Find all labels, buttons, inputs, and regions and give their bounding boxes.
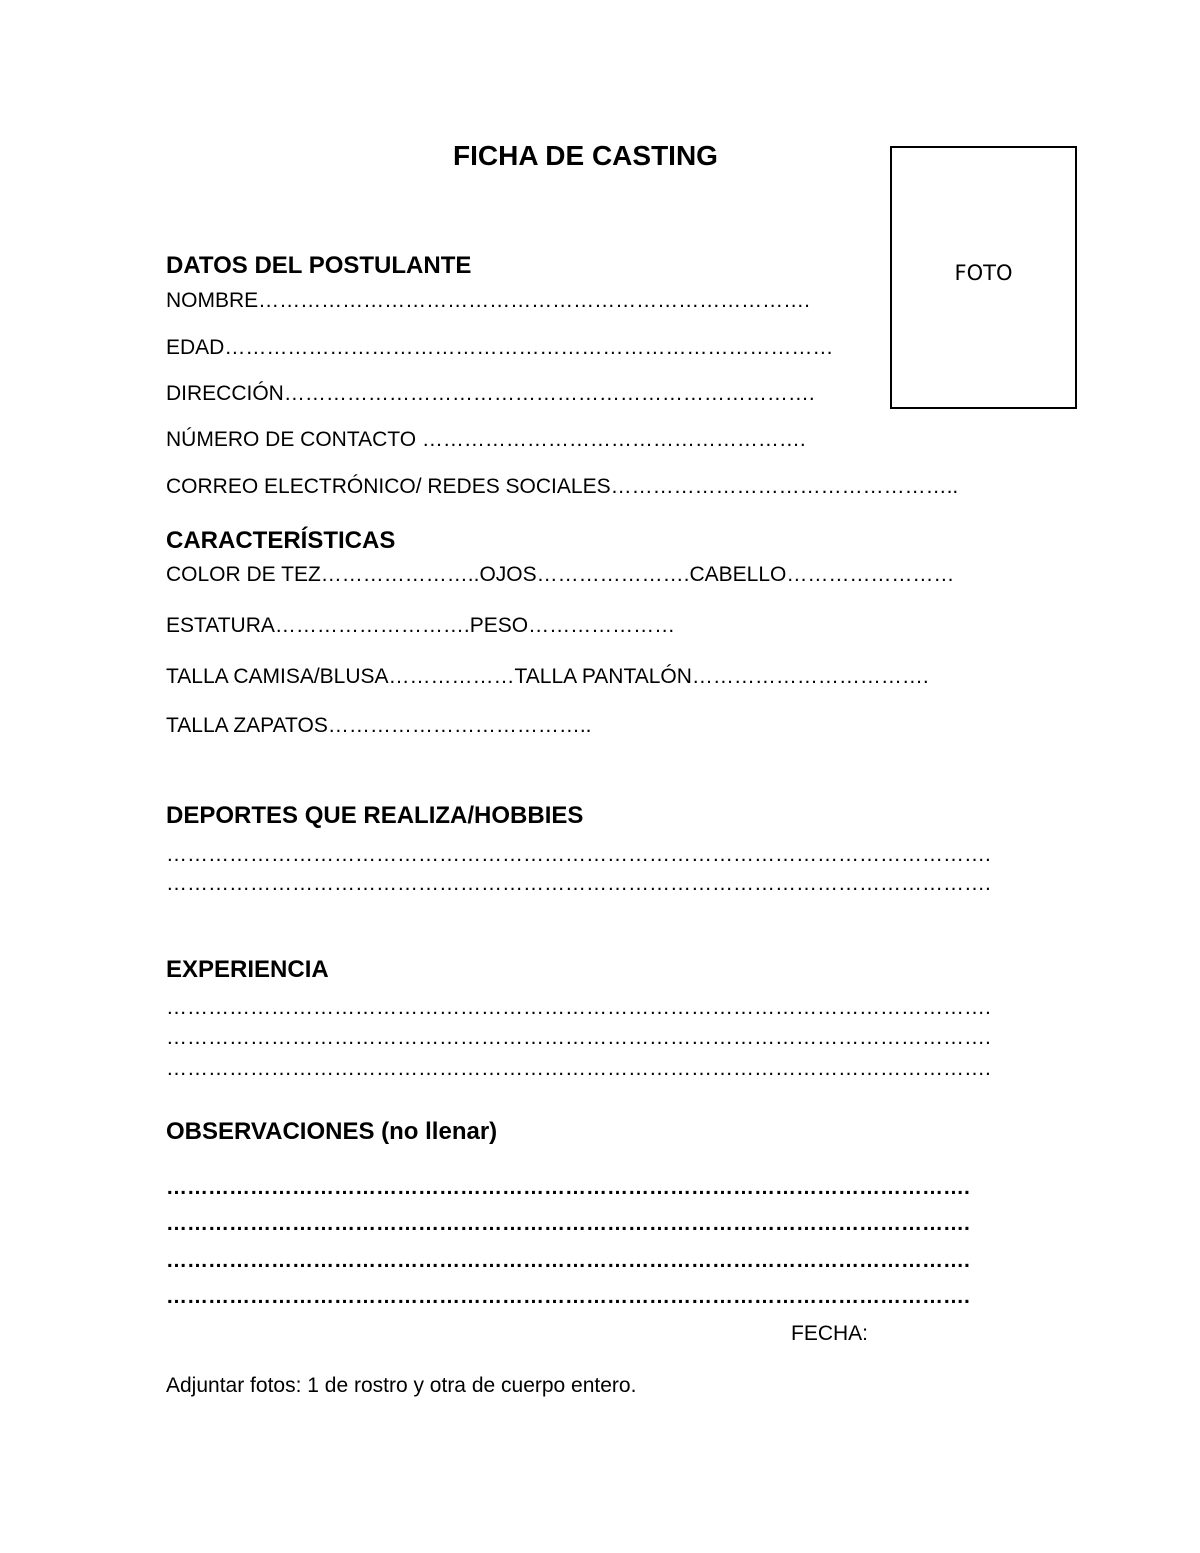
field-edad[interactable]: EDAD…………………………………………………………………………… xyxy=(166,336,834,359)
observations-line: ……………………………………………………………………………………………………. xyxy=(166,1176,970,1199)
experience-line[interactable]: ………………………………………………………………………………………………………. xyxy=(166,1026,991,1049)
photo-label: FOTO xyxy=(954,261,1013,285)
experience-line[interactable]: ………………………………………………………………………………………………………. xyxy=(166,996,991,1019)
field-numero-contacto[interactable]: NÚMERO DE CONTACTO ………………………………………………. xyxy=(166,428,806,451)
experience-line[interactable]: ………………………………………………………………………………………………………. xyxy=(166,1057,991,1080)
field-nombre[interactable]: NOMBRE……………………………………………………………………. xyxy=(166,289,811,312)
field-tallas-ropa[interactable]: TALLA CAMISA/BLUSA………………TALLA PANTALÓN……………………………. xyxy=(166,665,929,688)
section-heading-sports: DEPORTES QUE REALIZA/HOBBIES xyxy=(166,802,584,829)
field-tez-ojos-cabello[interactable]: COLOR DE TEZ…………………..OJOS………………….CABELLO…………………… xyxy=(166,563,955,586)
section-heading-experience: EXPERIENCIA xyxy=(166,956,329,983)
observations-line: ……………………………………………………………………………………………………. xyxy=(166,1212,970,1235)
section-heading-characteristics: CARACTERÍSTICAS xyxy=(166,527,396,554)
sports-line[interactable]: ………………………………………………………………………………………………………. xyxy=(166,843,991,866)
section-heading-observations: OBSERVACIONES (no llenar) xyxy=(166,1118,498,1145)
section-heading-applicant: DATOS DEL POSTULANTE xyxy=(166,252,472,279)
footer-note: Adjuntar fotos: 1 de rostro y otra de cuerpo entero. xyxy=(166,1374,637,1397)
field-direccion[interactable]: DIRECCIÓN…………………………………………………………………. xyxy=(166,382,815,405)
field-estatura-peso[interactable]: ESTATURA……………………….PESO………………… xyxy=(166,614,676,637)
fecha-label: FECHA: xyxy=(791,1322,869,1345)
field-correo-redes[interactable]: CORREO ELECTRÓNICO/ REDES SOCIALES………………………………………….. xyxy=(166,475,959,498)
photo-placeholder xyxy=(890,146,1077,409)
observations-line: ……………………………………………………………………………………………………. xyxy=(166,1285,970,1308)
sports-line[interactable]: ………………………………………………………………………………………………………. xyxy=(166,872,991,895)
field-talla-zapatos[interactable]: TALLA ZAPATOS……………………………….. xyxy=(166,714,592,737)
observations-line: ……………………………………………………………………………………………………. xyxy=(166,1249,970,1272)
page-title: FICHA DE CASTING xyxy=(453,140,718,171)
